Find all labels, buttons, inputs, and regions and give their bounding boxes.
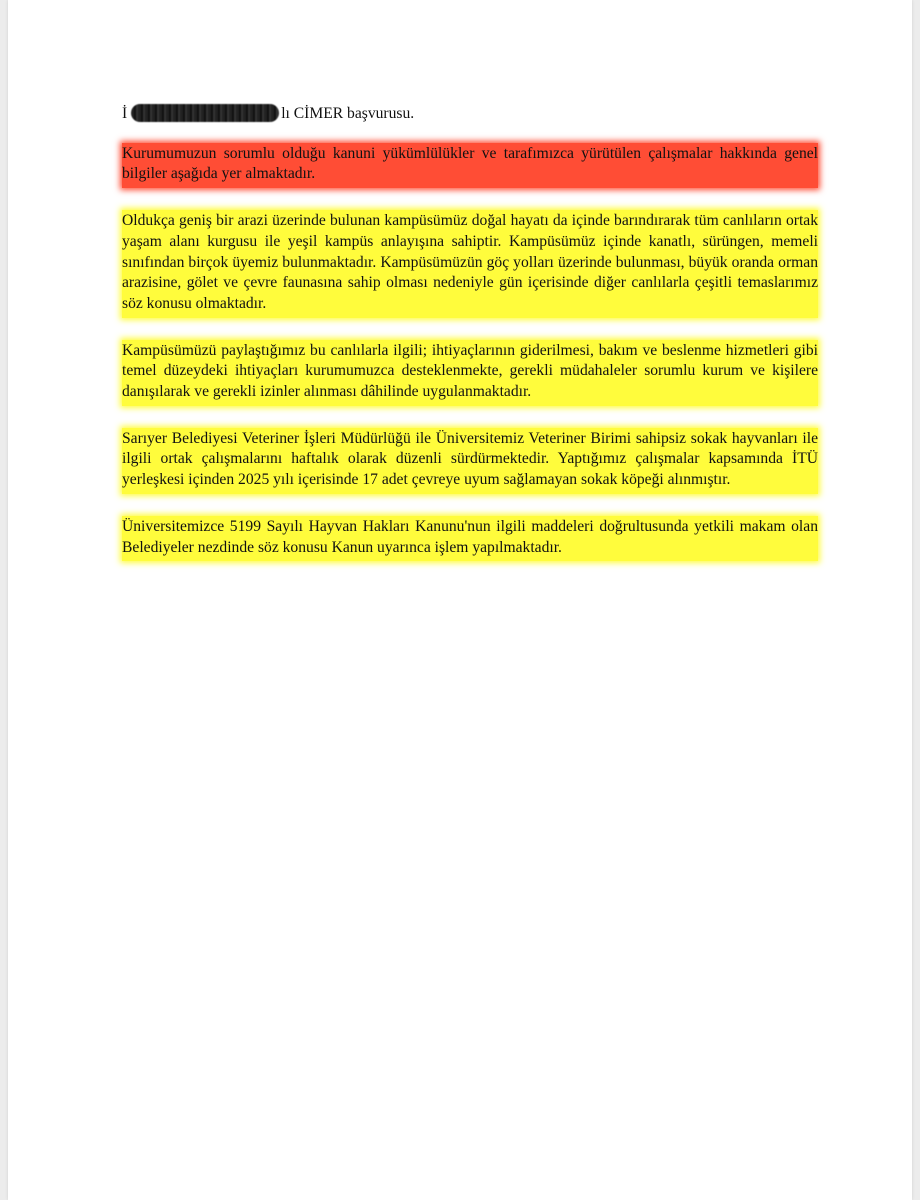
subject-suffix: lı CİMER başvurusu. <box>281 105 415 122</box>
redacted-reference <box>131 104 279 122</box>
paragraph-intro: Kurumumuzun sorumlu olduğu kanuni yükümlülükler ve tarafımızca yürütülen çalışmalar hakkında genel bilgiler aşağıda yer almaktadır. <box>122 144 818 183</box>
paragraph-veterinary-highlight <box>122 428 818 494</box>
paragraph-campus-highlight <box>122 210 818 318</box>
subject-line <box>122 104 818 125</box>
paragraph-care-highlight <box>122 340 818 406</box>
paragraph-campus: Oldukça geniş bir arazi üzerinde bulunan kampüsümüz doğal hayatı da içinde barındırarak tüm canlıların ortak yaşam alanı kurgusu ile yeşil kampüs anlayışına sahiptir. Kampüsümüz içinde kanatlı, sürüngen, memeli sınıfından birçok üyemiz bulunmaktadır. Kampüsümüzün göç yolları üzerinde bulunması, büyük oranda orman arazisine, gölet ve çevre faunasına sahip olması nedeniyle gün içerisinde diğer canlılarla çeşitli temaslarımız söz konusu olmaktadır. <box>122 212 818 312</box>
document-body <box>122 104 818 583</box>
subject-prefix: İ <box>122 105 128 122</box>
paragraph-law: Üniversitemizce 5199 Sayılı Hayvan Hakları Kanunu'nun ilgili maddeleri doğrultusunda yetkili makam olan Belediyeler nezdinde söz konusu Kanun uyarınca işlem yapılmaktadır. <box>122 517 818 556</box>
document-page <box>8 0 912 1200</box>
paragraph-law-highlight <box>122 516 818 561</box>
paragraph-veterinary: Sarıyer Belediyesi Veteriner İşleri Müdürlüğü ile Üniversitemiz Veteriner Birimi sahipsiz sokak hayvanları ile ilgili ortak çalışmalarını haftalık olarak düzenli sürdürmektedir. Yaptığımız çalışmalar kapsamında İTÜ yerleşkesi içinden 2025 yılı içerisinde 17 adet çevreye uyum sağlamayan sokak köpeği alınmıştır. <box>122 429 818 489</box>
paragraph-intro-highlight <box>122 143 818 188</box>
paragraph-care: Kampüsümüzü paylaştığımız bu canlılarla ilgili; ihtiyaçlarının giderilmesi, bakım ve beslenme hizmetleri gibi temel düzeydeki ihtiyaçları kurumumuzca desteklenmekte, gerekli müdahaleler sorumlu kurum ve kişilere danışılarak ve gerekli izinler alınması dâhilinde uygulanmaktadır. <box>122 341 818 401</box>
